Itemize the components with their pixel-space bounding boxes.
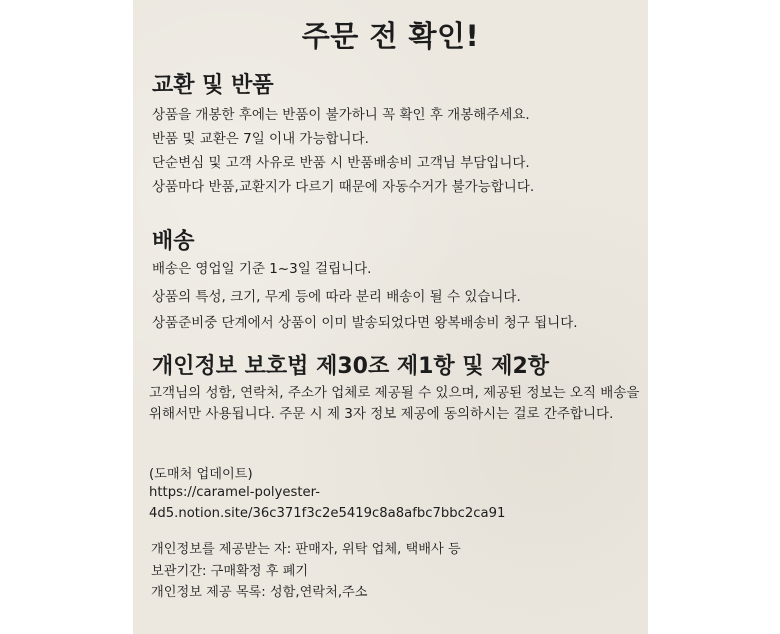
notion-link-line-1[interactable]: https://caramel-polyester- <box>149 485 320 500</box>
exchange-line: 상품을 개봉한 후에는 반품이 불가하니 꼭 확인 후 개봉해주세요. <box>152 107 530 123</box>
privacy-recipients: 개인정보를 제공받는 자: 판매자, 위탁 업체, 택배사 등 <box>151 542 461 557</box>
shipping-line: 배송은 영업일 기준 1~3일 걸립니다. <box>152 261 372 277</box>
update-label: (도매처 업데이트) <box>149 467 253 482</box>
shipping-line: 상품준비중 단계에서 상품이 이미 발송되었다면 왕복배송비 청구 됩니다. <box>152 315 578 331</box>
privacy-paragraph: 고객님의 성함, 연락처, 주소가 업체로 제공될 수 있으며, 제공된 정보는 오직 배송을 위해서만 사용됩니다. 주문 시 제 3자 정보 제공에 동의하시는 걸로 간주합니다. <box>149 385 640 422</box>
shipping-line: 상품의 특성, 크기, 무게 등에 따라 분리 배송이 될 수 있습니다. <box>152 289 521 305</box>
privacy-heading: 개인정보 보호법 제30조 제1항 및 제2항 <box>152 354 550 379</box>
notion-link-line-2[interactable]: 4d5.notion.site/36c371f3c2e5419c8a8afbc7bbc2ca91 <box>149 506 506 521</box>
shipping-heading: 배송 <box>152 229 195 254</box>
privacy-retention: 보관기간: 구매확정 후 폐기 <box>151 564 309 579</box>
exchange-line: 상품마다 반품,교환지가 다르기 때문에 자동수거가 불가능합니다. <box>152 179 535 195</box>
notice-card <box>133 0 648 634</box>
exchange-line: 단순변심 및 고객 사유로 반품 시 반품배송비 고객님 부담입니다. <box>152 155 530 171</box>
exchange-heading: 교환 및 반품 <box>152 73 274 98</box>
exchange-line: 반품 및 교환은 7일 이내 가능합니다. <box>152 131 369 147</box>
page-title: 주문 전 확인! <box>301 19 480 53</box>
privacy-items: 개인정보 제공 목록: 성함,연락처,주소 <box>151 585 368 600</box>
